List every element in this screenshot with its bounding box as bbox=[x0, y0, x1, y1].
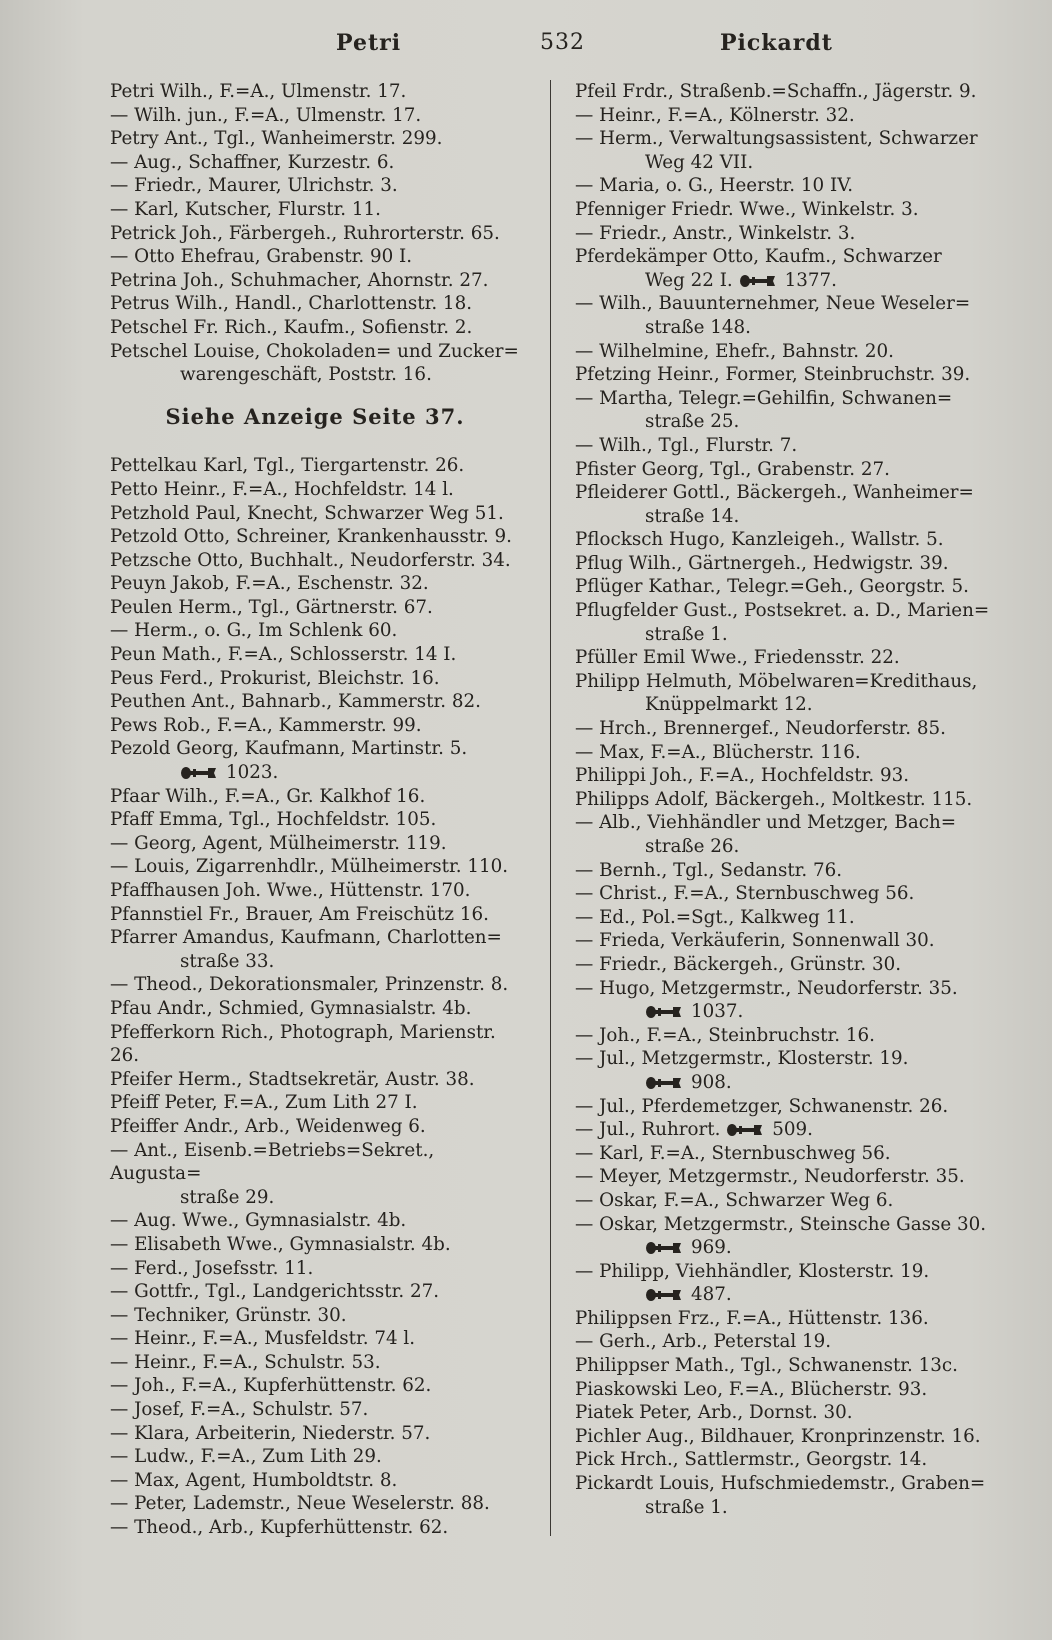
directory-entry bbox=[110, 997, 530, 1021]
directory-entry bbox=[575, 1425, 1005, 1449]
entry-text: Pfetzing Heinr., Former, Steinbruchstr. 39. bbox=[575, 364, 971, 386]
entry-text: — Max, F.=A., Blücherstr. 116. bbox=[575, 741, 861, 763]
telephone-icon bbox=[645, 1241, 685, 1255]
entry-text: Pfefferkorn Rich., Photograph, Marienstr. 26. bbox=[110, 1021, 496, 1067]
entry-text: — Theod., Arb., Kupferhüttenstr. 62. bbox=[110, 1517, 449, 1539]
directory-entry bbox=[575, 198, 1005, 222]
entry-text: Peun Math., F.=A., Schlosserstr. 14 I. bbox=[110, 644, 457, 666]
directory-entry bbox=[575, 764, 1005, 788]
directory-entry bbox=[110, 478, 530, 502]
entry-text: — Heinr., F.=A., Musfeldstr. 74 l. bbox=[110, 1328, 416, 1350]
directory-entry bbox=[575, 741, 1005, 765]
entry-text: — Klara, Arbeiterin, Niederstr. 57. bbox=[110, 1422, 431, 1444]
entry-text: — Wilh., Bauunternehmer, Neue Weseler= bbox=[575, 293, 971, 315]
directory-entry bbox=[110, 667, 530, 691]
directory-entry bbox=[110, 1257, 530, 1281]
entry-text: — Meyer, Metzgermstr., Neudorferstr. 35. bbox=[575, 1166, 965, 1188]
entry-text: — Wilhelmine, Ehefr., Bahnstr. 20. bbox=[575, 340, 894, 362]
entry-text: — Philipp, Viehhändler, Klosterstr. 19. bbox=[575, 1260, 930, 1282]
entry-continuation bbox=[575, 835, 1005, 859]
entry-text: — Elisabeth Wwe., Gymnasialstr. 4b. bbox=[110, 1233, 451, 1255]
entry-continuation-text: straße 1. bbox=[645, 1496, 728, 1518]
directory-entry bbox=[110, 737, 530, 784]
entry-text: — Jul., Pferdemetzger, Schwanenstr. 26. bbox=[575, 1095, 949, 1117]
phone-line bbox=[575, 1000, 1005, 1024]
directory-entry bbox=[110, 1469, 530, 1493]
entry-text: Pfaar Wilh., F.=A., Gr. Kalkhof 16. bbox=[110, 785, 426, 807]
directory-entry bbox=[110, 1115, 530, 1139]
directory-entry bbox=[110, 127, 530, 151]
entry-text: Petto Heinr., F.=A., Hochfeldstr. 14 l. bbox=[110, 478, 454, 500]
entry-text: — Aug. Wwe., Gymnasialstr. 4b. bbox=[110, 1210, 407, 1232]
entry-text: Peulen Herm., Tgl., Gärtnerstr. 67. bbox=[110, 596, 433, 618]
directory-entry bbox=[110, 1327, 530, 1351]
directory-entry bbox=[110, 1068, 530, 1092]
phone-number: 969. bbox=[691, 1237, 732, 1259]
entry-text: Pfister Georg, Tgl., Grabenstr. 27. bbox=[575, 458, 890, 480]
directory-entry bbox=[110, 1021, 530, 1068]
entry-text: Philippi Joh., F.=A., Hochfeldstr. 93. bbox=[575, 765, 910, 787]
entry-text: — Peter, Lademstr., Neue Weselerstr. 88. bbox=[110, 1493, 490, 1515]
directory-entry bbox=[110, 454, 530, 478]
column-divider bbox=[550, 80, 551, 1536]
directory-entry bbox=[110, 1139, 530, 1210]
directory-entry bbox=[110, 269, 530, 293]
directory-entry bbox=[110, 198, 530, 222]
directory-entry bbox=[110, 549, 530, 573]
directory-entry bbox=[575, 1354, 1005, 1378]
directory-entry bbox=[575, 481, 1005, 528]
entry-text: — Jul., Ruhrort. bbox=[575, 1119, 721, 1141]
entry-text: Petrus Wilh., Handl., Charlottenstr. 18. bbox=[110, 293, 473, 315]
directory-entry bbox=[575, 1047, 1005, 1094]
entry-text: Pflug Wilh., Gärtnergeh., Hedwigstr. 39. bbox=[575, 552, 949, 574]
directory-entry bbox=[110, 926, 530, 973]
running-head-right: Pickardt bbox=[720, 30, 833, 56]
directory-entry bbox=[110, 1091, 530, 1115]
directory-entry bbox=[110, 222, 530, 246]
directory-entry bbox=[110, 973, 530, 997]
entry-text: — Heinr., F.=A., Kölnerstr. 32. bbox=[575, 104, 855, 126]
entry-text: Petry Ant., Tgl., Wanheimerstr. 299. bbox=[110, 128, 443, 150]
entry-text: — Georg, Agent, Mülheimerstr. 119. bbox=[110, 832, 447, 854]
directory-entry bbox=[110, 572, 530, 596]
entry-text: Philipp Helmuth, Möbelwaren=Kredithaus, bbox=[575, 670, 978, 692]
entry-text: — Bernh., Tgl., Sedanstr. 76. bbox=[575, 859, 843, 881]
entry-text: — Wilh. jun., F.=A., Ulmenstr. 17. bbox=[110, 104, 422, 126]
directory-entry bbox=[110, 832, 530, 856]
directory-entry bbox=[575, 434, 1005, 458]
phone-line bbox=[575, 1071, 1005, 1095]
entry-text: — Josef, F.=A., Schulstr. 57. bbox=[110, 1399, 369, 1421]
entry-text: — Christ., F.=A., Sternbuschweg 56. bbox=[575, 883, 915, 905]
directory-entry bbox=[575, 646, 1005, 670]
phone-line bbox=[575, 1283, 1005, 1307]
entry-text: Peus Ferd., Prokurist, Bleichstr. 16. bbox=[110, 667, 440, 689]
entry-text: — Louis, Zigarrenhdlr., Mülheimerstr. 110. bbox=[110, 856, 509, 878]
entry-text: — Karl, Kutscher, Flurstr. 11. bbox=[110, 198, 381, 220]
directory-entry bbox=[575, 953, 1005, 977]
directory-entry bbox=[575, 1330, 1005, 1354]
entry-continuation-text: straße 33. bbox=[180, 950, 275, 972]
entry-continuation bbox=[575, 1496, 1005, 1520]
directory-entry bbox=[110, 643, 530, 667]
entry-text: Pfleiderer Gottl., Bäckergeh., Wanheimer= bbox=[575, 482, 974, 504]
directory-entry bbox=[110, 80, 530, 104]
directory-entry bbox=[575, 1378, 1005, 1402]
directory-entry bbox=[575, 292, 1005, 339]
entry-text: Pfeiffer Andr., Arb., Weidenweg 6. bbox=[110, 1115, 426, 1137]
entry-continuation bbox=[575, 269, 1005, 293]
directory-entry bbox=[575, 1401, 1005, 1425]
directory-entry bbox=[110, 104, 530, 128]
directory-entry bbox=[575, 174, 1005, 198]
entry-text: — Gottfr., Tgl., Landgerichtsstr. 27. bbox=[110, 1281, 440, 1303]
directory-entry bbox=[110, 1516, 530, 1540]
entry-text: — Maria, o. G., Heerstr. 10 IV. bbox=[575, 175, 854, 197]
directory-entry bbox=[575, 1307, 1005, 1331]
entry-text: Pick Hrch., Sattlermstr., Georgstr. 14. bbox=[575, 1449, 928, 1471]
entry-continuation bbox=[110, 363, 530, 387]
directory-entry bbox=[110, 245, 530, 269]
entry-continuation-text: straße 26. bbox=[645, 836, 740, 857]
directory-entry bbox=[575, 340, 1005, 364]
directory-entry bbox=[110, 316, 530, 340]
directory-entry bbox=[110, 1233, 530, 1257]
entry-text: — Heinr., F.=A., Schulstr. 53. bbox=[110, 1351, 381, 1373]
entry-text: Petzold Otto, Schreiner, Krankenhausstr. 9. bbox=[110, 526, 512, 548]
directory-entry bbox=[575, 458, 1005, 482]
entry-continuation bbox=[575, 505, 1005, 529]
phone-line bbox=[110, 761, 530, 785]
entry-text: Pettelkau Karl, Tgl., Tiergartenstr. 26. bbox=[110, 455, 465, 477]
entry-text: Pfaff Emma, Tgl., Hochfeldstr. 105. bbox=[110, 809, 437, 831]
directory-entry bbox=[575, 528, 1005, 552]
directory-entry bbox=[110, 1445, 530, 1469]
entry-text: Petzsche Otto, Buchhalt., Neudorferstr. 34. bbox=[110, 549, 511, 571]
entry-text: — Ferd., Josefsstr. 11. bbox=[110, 1257, 314, 1279]
directory-entry bbox=[575, 552, 1005, 576]
entry-continuation bbox=[110, 950, 530, 974]
directory-entry bbox=[575, 1448, 1005, 1472]
right-column bbox=[575, 80, 1005, 1519]
entry-text: — Theod., Dekorationsmaler, Prinzenstr. 8. bbox=[110, 974, 509, 996]
directory-entry bbox=[575, 245, 1005, 292]
entry-text: Petri Wilh., F.=A., Ulmenstr. 17. bbox=[110, 81, 407, 102]
entry-text: — Frieda, Verkäuferin, Sonnenwall 30. bbox=[575, 930, 935, 952]
directory-entry bbox=[110, 879, 530, 903]
entry-text: — Aug., Schaffner, Kurzestr. 6. bbox=[110, 151, 395, 173]
entry-text: Petzhold Paul, Knecht, Schwarzer Weg 51. bbox=[110, 502, 504, 524]
entry-text: Petrina Joh., Schuhmacher, Ahornstr. 27. bbox=[110, 269, 489, 291]
directory-entry bbox=[575, 127, 1005, 174]
directory-entry bbox=[575, 1118, 1005, 1142]
entry-text: — Joh., F.=A., Kupferhüttenstr. 62. bbox=[110, 1375, 432, 1397]
entry-text: — Friedr., Bäckergeh., Grünstr. 30. bbox=[575, 953, 902, 975]
entry-text: Pflüger Kathar., Telegr.=Geh., Georgstr. 5. bbox=[575, 576, 969, 598]
entry-text: — Ed., Pol.=Sgt., Kalkweg 11. bbox=[575, 906, 855, 928]
directory-entry bbox=[110, 1351, 530, 1375]
directory-entry bbox=[110, 502, 530, 526]
entry-text: Peuyn Jakob, F.=A., Eschenstr. 32. bbox=[110, 573, 429, 595]
entry-text: Pickardt Louis, Hufschmiedemstr., Graben= bbox=[575, 1473, 986, 1495]
directory-entry bbox=[575, 882, 1005, 906]
directory-entry bbox=[575, 80, 1005, 104]
entry-text: Pfeiff Peter, F.=A., Zum Lith 27 I. bbox=[110, 1092, 418, 1114]
entry-text: Pfeifer Herm., Stadtsekretär, Austr. 38. bbox=[110, 1068, 475, 1090]
entry-text: Piaskowski Leo, F.=A., Blücherstr. 93. bbox=[575, 1378, 928, 1400]
entry-text: Pfeil Frdr., Straßenb.=Schaffn., Jägerstr. 9. bbox=[575, 81, 977, 102]
directory-entry bbox=[110, 714, 530, 738]
entry-text: — Herm., Verwaltungsassistent, Schwarzer bbox=[575, 128, 978, 150]
directory-entry bbox=[575, 929, 1005, 953]
entry-continuation bbox=[575, 316, 1005, 340]
directory-entry bbox=[110, 1374, 530, 1398]
directory-entry bbox=[575, 599, 1005, 646]
telephone-icon bbox=[726, 1123, 766, 1137]
entry-text: Pezold Georg, Kaufmann, Martinstr. 5. bbox=[110, 738, 468, 760]
left-column bbox=[110, 80, 530, 1540]
directory-entry bbox=[575, 1189, 1005, 1213]
running-head-left: Petri bbox=[336, 30, 402, 56]
directory-entry bbox=[110, 785, 530, 809]
directory-entry bbox=[575, 977, 1005, 1024]
directory-entry bbox=[575, 222, 1005, 246]
phone-number: 487. bbox=[691, 1284, 732, 1306]
entry-text: — Jul., Metzgermstr., Klosterstr. 19. bbox=[575, 1048, 909, 1070]
entry-text: — Herm., o. G., Im Schlenk 60. bbox=[110, 620, 398, 642]
entry-text: — Oskar, F.=A., Schwarzer Weg 6. bbox=[575, 1189, 894, 1211]
directory-entry bbox=[110, 903, 530, 927]
entry-continuation-text: warengeschäft, Poststr. 16. bbox=[180, 364, 432, 386]
entry-text: Pews Rob., F.=A., Kammerstr. 99. bbox=[110, 714, 422, 736]
entry-text: Pfüller Emil Wwe., Friedensstr. 22. bbox=[575, 647, 900, 669]
entry-text: — Otto Ehefrau, Grabenstr. 90 I. bbox=[110, 246, 413, 268]
entry-text: — Friedr., Anstr., Winkelstr. 3. bbox=[575, 222, 856, 244]
phone-number: 1023. bbox=[226, 762, 279, 784]
phone-number: 908. bbox=[691, 1071, 732, 1093]
entry-continuation bbox=[575, 623, 1005, 647]
directory-entry bbox=[110, 340, 530, 387]
entry-text: Pfau Andr., Schmied, Gymnasialstr. 4b. bbox=[110, 997, 472, 1019]
entry-continuation-text: straße 25. bbox=[645, 411, 740, 433]
entry-text: — Hrch., Brennergef., Neudorferstr. 85. bbox=[575, 718, 946, 740]
entry-text: Pfannstiel Fr., Brauer, Am Freischütz 16. bbox=[110, 903, 489, 925]
entry-text: Petschel Fr. Rich., Kaufm., Sofienstr. 2. bbox=[110, 316, 473, 338]
directory-entry bbox=[110, 151, 530, 175]
directory-entry bbox=[110, 292, 530, 316]
entry-text: Pfaffhausen Joh. Wwe., Hüttenstr. 170. bbox=[110, 880, 471, 901]
entry-text: — Karl, F.=A., Sternbuschweg 56. bbox=[575, 1142, 891, 1164]
directory-entry bbox=[575, 1165, 1005, 1189]
phone-number: 1037. bbox=[691, 1001, 744, 1023]
directory-entry bbox=[110, 1304, 530, 1328]
entry-text: Pferdekämper Otto, Kaufm., Schwarzer bbox=[575, 246, 942, 268]
entry-continuation bbox=[575, 410, 1005, 434]
telephone-icon bbox=[645, 1005, 685, 1019]
phone-number: 1377. bbox=[784, 269, 837, 291]
entry-continuation bbox=[575, 151, 1005, 175]
entry-text: Philipps Adolf, Bäckergeh., Moltkestr. 115. bbox=[575, 788, 973, 810]
entry-text: Peuthen Ant., Bahnarb., Kammerstr. 82. bbox=[110, 691, 481, 713]
entry-text: — Oskar, Metzgermstr., Steinsche Gasse 30. bbox=[575, 1213, 987, 1235]
directory-entry bbox=[110, 1492, 530, 1516]
entry-text: Philippser Math., Tgl., Schwanenstr. 13c. bbox=[575, 1355, 958, 1377]
entry-text: — Techniker, Grünstr. 30. bbox=[110, 1304, 347, 1326]
entry-text: Pfarrer Amandus, Kaufmann, Charlotten= bbox=[110, 927, 502, 949]
entry-text: — Ant., Eisenb.=Betriebs=Sekret., Augusta= bbox=[110, 1139, 435, 1185]
entry-text: — Joh., F.=A., Steinbruchstr. 16. bbox=[575, 1024, 875, 1046]
directory-entry bbox=[575, 1095, 1005, 1119]
directory-entry bbox=[575, 670, 1005, 717]
entry-continuation-text: Weg 22 I. bbox=[645, 269, 733, 291]
entry-continuation-text: Knüppelmarkt 12. bbox=[645, 694, 813, 716]
telephone-icon bbox=[645, 1076, 685, 1090]
directory-entry bbox=[110, 525, 530, 549]
entry-continuation-text: straße 148. bbox=[645, 316, 751, 338]
directory-entry bbox=[575, 1024, 1005, 1048]
directory-entry bbox=[110, 1280, 530, 1304]
directory-entry bbox=[575, 788, 1005, 812]
directory-entry bbox=[110, 1422, 530, 1446]
entry-text: Petrick Joh., Färbergeh., Ruhrorterstr. 65. bbox=[110, 222, 500, 244]
entry-text: — Gerh., Arb., Peterstal 19. bbox=[575, 1331, 832, 1353]
directory-entry bbox=[110, 808, 530, 832]
telephone-icon bbox=[645, 1288, 685, 1302]
directory-entry bbox=[575, 387, 1005, 434]
directory-entry bbox=[110, 619, 530, 643]
directory-entry bbox=[575, 104, 1005, 128]
directory-entry bbox=[110, 855, 530, 879]
directory-entry bbox=[575, 811, 1005, 858]
entry-text: Philippsen Frz., F.=A., Hüttenstr. 136. bbox=[575, 1307, 929, 1329]
page-number: 532 bbox=[540, 30, 585, 55]
directory-entry bbox=[110, 1398, 530, 1422]
directory-entry bbox=[575, 1260, 1005, 1307]
entry-continuation-text: straße 29. bbox=[180, 1186, 275, 1208]
directory-entry bbox=[575, 363, 1005, 387]
directory-entry bbox=[575, 1142, 1005, 1166]
directory-entry bbox=[575, 1213, 1005, 1260]
directory-entry bbox=[110, 1209, 530, 1233]
directory-entry bbox=[575, 859, 1005, 883]
entry-continuation-text: straße 14. bbox=[645, 505, 740, 527]
directory-entry bbox=[575, 575, 1005, 599]
entry-text: Piatek Peter, Arb., Dornst. 30. bbox=[575, 1402, 853, 1424]
entry-text: Pflocksch Hugo, Kanzleigeh., Wallstr. 5. bbox=[575, 529, 944, 551]
entry-text: — Alb., Viehhändler und Metzger, Bach= bbox=[575, 812, 957, 834]
entry-text: Petschel Louise, Chokoladen= und Zucker= bbox=[110, 340, 519, 362]
entry-text: — Wilh., Tgl., Flurstr. 7. bbox=[575, 434, 798, 456]
directory-entry bbox=[575, 906, 1005, 930]
entry-text: Pfenniger Friedr. Wwe., Winkelstr. 3. bbox=[575, 198, 919, 220]
entry-text: Pflugfelder Gust., Postsekret. a. D., Marien= bbox=[575, 600, 990, 622]
entry-continuation bbox=[575, 693, 1005, 717]
entry-text: — Hugo, Metzgermstr., Neudorferstr. 35. bbox=[575, 977, 958, 999]
entry-text: — Friedr., Maurer, Ulrichstr. 3. bbox=[110, 175, 398, 197]
telephone-icon bbox=[739, 274, 779, 288]
advertisement-notice: Siehe Anzeige Seite 37. bbox=[165, 403, 465, 429]
telephone-icon bbox=[180, 766, 220, 780]
directory-entry bbox=[110, 596, 530, 620]
entry-continuation-text: straße 1. bbox=[645, 623, 728, 645]
entry-continuation bbox=[110, 1186, 530, 1210]
directory-entry bbox=[575, 717, 1005, 741]
entry-text: Pichler Aug., Bildhauer, Kronprinzenstr. 16. bbox=[575, 1425, 981, 1447]
entry-text: — Martha, Telegr.=Gehilfin, Schwanen= bbox=[575, 387, 953, 409]
directory-entry bbox=[110, 174, 530, 198]
entry-text: — Ludw., F.=A., Zum Lith 29. bbox=[110, 1446, 382, 1468]
phone-number: 509. bbox=[772, 1119, 813, 1141]
directory-entry bbox=[575, 1472, 1005, 1519]
phone-line bbox=[575, 1236, 1005, 1260]
entry-text: — Max, Agent, Humboldtstr. 8. bbox=[110, 1469, 398, 1491]
entry-continuation-text: Weg 42 VII. bbox=[645, 151, 754, 173]
directory-entry bbox=[110, 690, 530, 714]
